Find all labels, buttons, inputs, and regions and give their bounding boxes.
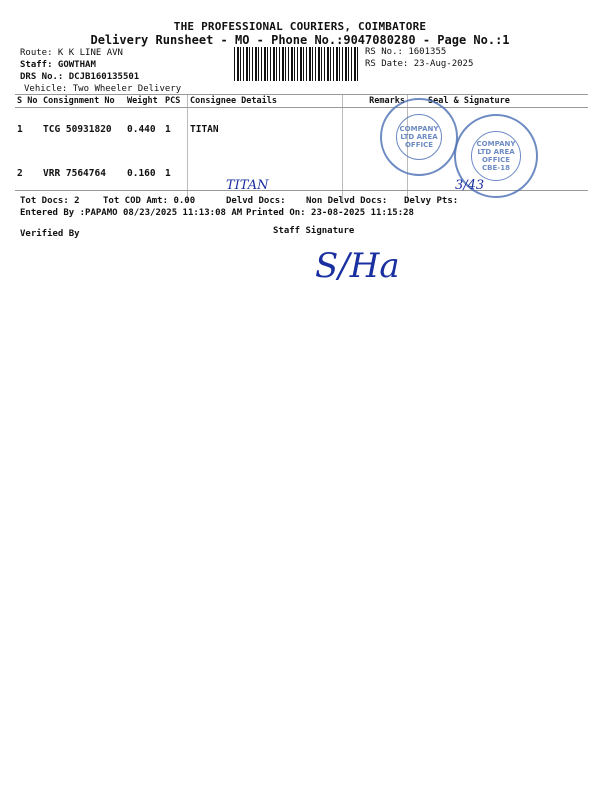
col-pcs: PCS (163, 95, 188, 108)
verified-by-label: Verified By (20, 229, 80, 239)
row-sno: 2 (17, 168, 23, 179)
staff-signature-label: Staff Signature (273, 226, 355, 236)
row-consignment: VRR 7564764 (43, 168, 106, 179)
route-label: Route: K K LINE AVN (20, 48, 123, 58)
row-weight: 0.160 (127, 168, 156, 179)
stamp-text: COMPANY LTD AREA OFFICE (399, 124, 439, 149)
total-cod-amount: Tot COD Amt: 0.00 (103, 196, 196, 206)
printed-on: Printed On: 23-08-2025 11:15:28 (246, 208, 414, 218)
page-title: THE PROFESSIONAL COURIERS, COIMBATORE (173, 20, 427, 33)
runsheet-subtitle: Delivery Runsheet - MO - Phone No.:9047080280 - Page No.:1 (90, 33, 510, 47)
col-consignee: Consignee Details (188, 95, 343, 108)
company-seal-stamp (380, 98, 458, 176)
rs-number: RS No.: 1601355 (365, 47, 447, 57)
barcode-image (234, 47, 358, 81)
drs-number: DRS No.: DCJB160135501 (20, 72, 140, 82)
row-sno: 1 (17, 124, 23, 135)
non-delivered-docs: Non Delvd Docs: (306, 196, 388, 206)
row-consignment: TCG 50931820 (43, 124, 112, 135)
total-docs: Tot Docs: 2 (20, 196, 80, 206)
entered-by: Entered By :PAPAMO 08/23/2025 11:13:08 AM (20, 208, 243, 218)
col-seal-signature: Seal & Signature (408, 95, 589, 108)
col-weight: Weight (125, 95, 163, 108)
delivery-points: Delvy Pts: (404, 196, 459, 206)
vehicle-label: Vehicle: Two Wheeler Delivery (24, 84, 182, 94)
col-remarks: Remarks (343, 95, 408, 108)
staff-label: Staff: GOWTHAM (20, 60, 96, 70)
delivered-docs: Delvd Docs: (226, 196, 286, 206)
row-pcs: 1 (165, 124, 171, 135)
handwritten-titan: TITAN (226, 178, 269, 193)
stamp-text: COMPANY LTD AREA OFFICE CBE-18 (476, 140, 516, 172)
staff-signature-handwritten: S/Ha (315, 246, 400, 286)
col-consignment: Consignment No (41, 95, 125, 108)
row-consignee: TITAN (188, 108, 343, 161)
row-pcs: 1 (165, 168, 171, 179)
col-sno: S No (15, 95, 41, 108)
row-weight: 0.440 (127, 124, 156, 135)
rs-date: RS Date: 23-Aug-2025 (365, 59, 474, 69)
handwritten-date: 3/43 (455, 178, 485, 193)
